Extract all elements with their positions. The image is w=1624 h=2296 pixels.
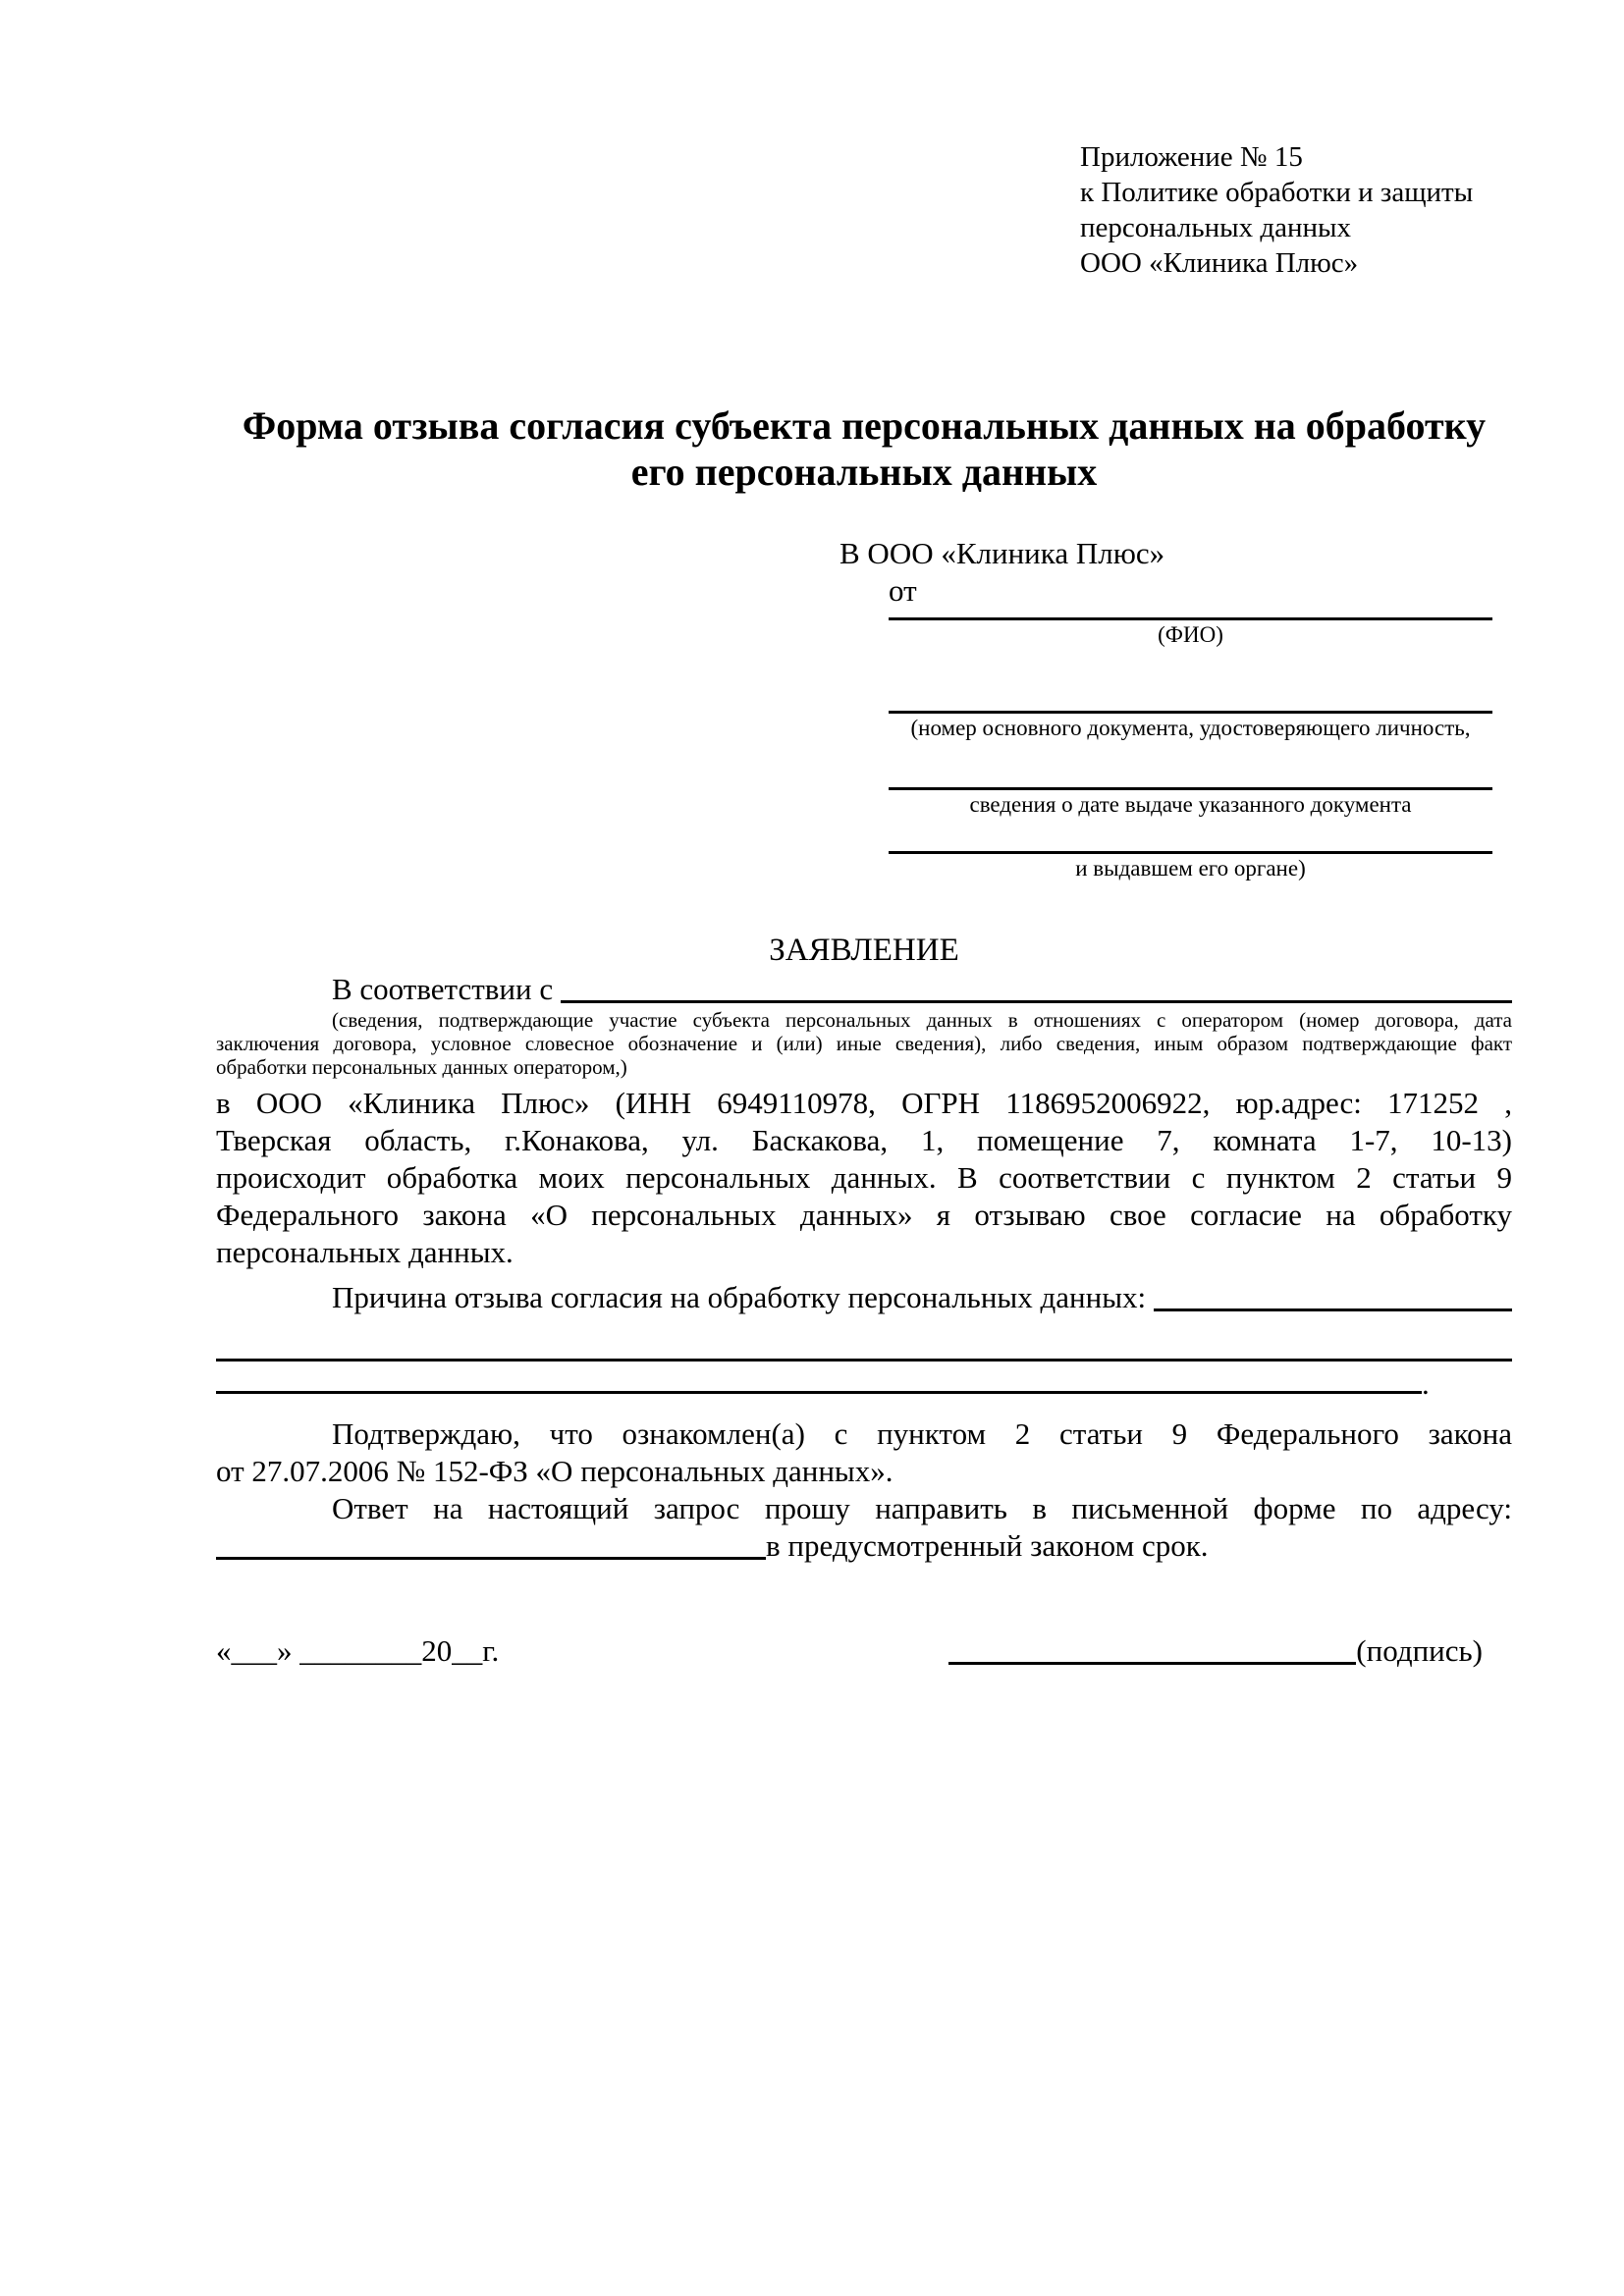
appendix-header-line: Приложение № 15 [1080,141,1303,173]
reason-row [216,1279,1512,1316]
appendix-header-block [1080,139,1512,281]
issue-date-blank-line [889,743,1492,790]
basis-row [216,971,1512,1008]
statement-body-line: Федерального закона «О персональных данных» я отзываю свое согласие на обработку [216,1198,1512,1232]
reply-request-line: Ответ на настоящий запрос прошу направить в письменной форме по адресу: [332,1491,1512,1525]
reply-address-row [216,1527,1512,1565]
statement-body-line: происходит обработка моих персональных данных. В соответствии с пунктом 2 статьи 9 [216,1160,1512,1195]
issuing-authority-blank-line [889,820,1492,854]
statement-body-line: персональных данных. [216,1235,514,1269]
addressee-organization: В ООО «Клиника Плюс» [839,536,1165,570]
document-title-line: Форма отзыва согласия субъекта персональных данных на обработку [242,403,1487,448]
issuing-authority-caption: и выдавшем его органе) [1075,856,1306,881]
document-title [216,402,1512,495]
reason-blank-line-2 [216,1362,1422,1394]
reason-blank-line-1 [216,1316,1512,1362]
basis-prefix: В соответствии с [332,972,554,1006]
basis-footnote-line: (сведения, подтверждающие участие субъекта персональных данных в отношениях с оператором (номер договора, дата [332,1008,1512,1032]
signature-blank-line [948,1632,1356,1665]
basis-blank-line [561,1000,1512,1003]
statement-body-line: Тверская область, г.Конакова, ул. Баскакова, 1, помещение 7, комната 1-7, 10-13) [216,1123,1512,1157]
identity-document-number-caption: (номер основного документа, удостоверяющего личность, [910,716,1471,740]
addressee-from-label: от [889,573,917,608]
reply-paragraph [216,1490,1512,1565]
basis-footnote [216,1008,1512,1079]
basis-footnote-line: заключения договора, условное словесное обозначение и (или) иные сведения), либо сведения, иным образом подтверждающие факт [216,1032,1512,1055]
fio-blank-line [889,610,1492,620]
reason-label: Причина отзыва согласия на обработку персональных данных: [332,1280,1147,1314]
appendix-header-line: ООО «Клиника Плюс» [1080,247,1359,279]
basis-footnote-line: обработки персональных данных оператором,) [216,1055,627,1079]
fio-caption: (ФИО) [1158,622,1223,647]
identity-document-number-blank-line [889,650,1492,714]
appendix-header-line: персональных данных [1080,212,1352,243]
issue-date-caption: сведения о дате выдаче указанного документа [969,792,1412,817]
date-signature-row [216,1631,1512,1671]
reason-period: . [1422,1366,1430,1401]
confirmation-line: от 27.07.2006 № 152-ФЗ «О персональных данных». [216,1454,893,1488]
signature-group [948,1631,1483,1671]
appendix-header-line: к Политике обработки и защиты [1080,177,1474,208]
document-title-line: его персональных данных [630,450,1098,494]
date-blank: «___» ________20__г. [216,1633,500,1668]
statement-body [216,1085,1512,1271]
statement-heading: ЗАЯВЛЕНИЕ [769,933,959,968]
reply-tail: в предусмотренный законом срок. [766,1528,1209,1563]
reason-blank-line-2-row [216,1362,1512,1401]
address-blank-line [216,1527,766,1560]
statement-body-line: в ООО «Клиника Плюс» (ИНН 6949110978, ОГРН 1186952006922, юр.адрес: 171252 , [216,1086,1512,1120]
confirmation-paragraph [216,1415,1512,1490]
signature-caption: (подпись) [1356,1633,1483,1668]
reason-blank-line-start [1154,1308,1512,1311]
confirmation-line: Подтверждаю, что ознакомлен(а) с пунктом 2 статьи 9 Федерального закона [332,1416,1512,1451]
